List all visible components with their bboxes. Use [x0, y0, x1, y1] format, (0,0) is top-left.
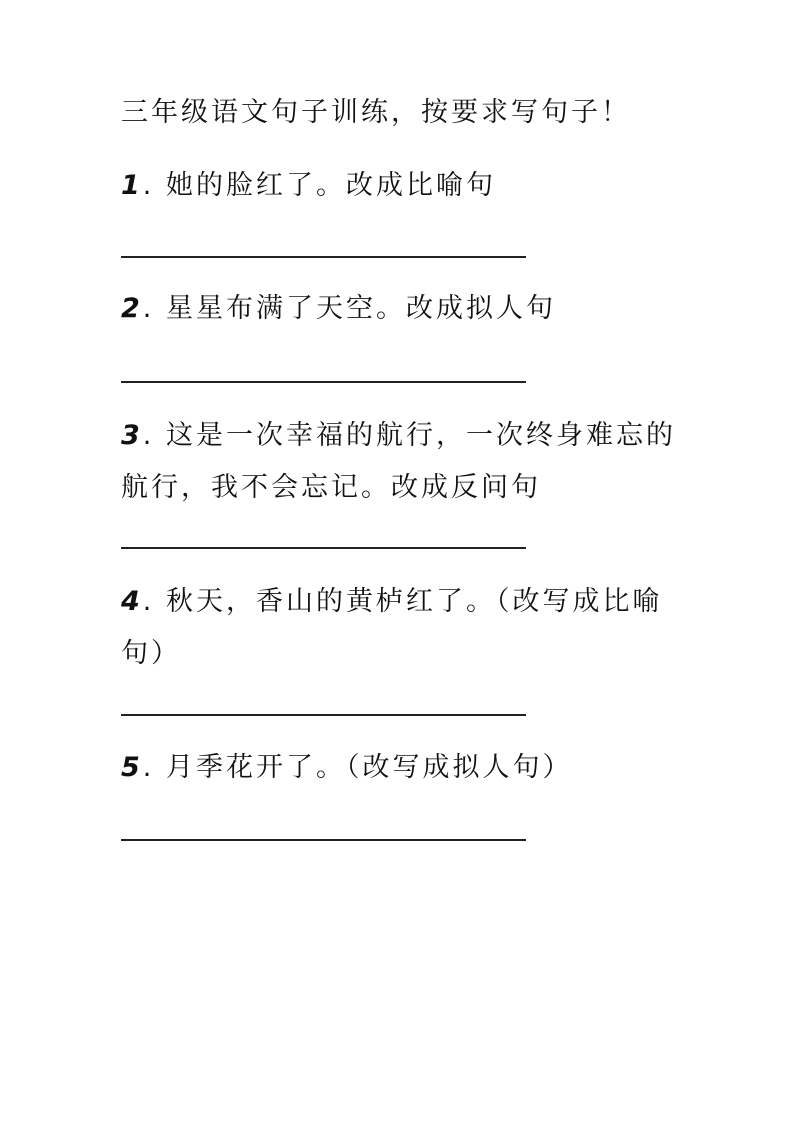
question-text: 月季花开了。（改写成拟人句） — [165, 752, 573, 783]
question-text: 她的脸红了。改成比喻句 — [165, 170, 496, 201]
question-separator: . — [142, 420, 155, 451]
question-separator: . — [142, 586, 155, 617]
question-5 — [121, 742, 681, 794]
answer-line-3[interactable] — [121, 547, 526, 549]
question-1 — [121, 160, 681, 212]
question-number: 4 — [121, 586, 143, 617]
question-number: 5 — [121, 752, 143, 783]
answer-line-2[interactable] — [121, 381, 526, 383]
question-number: 1 — [121, 170, 143, 201]
question-text: 星星布满了天空。改成拟人句 — [165, 293, 556, 324]
question-separator: . — [142, 170, 155, 201]
answer-line-5[interactable] — [121, 839, 526, 841]
question-separator: . — [142, 752, 155, 783]
question-text: 这是一次幸福的航行，一次终身难忘的航行，我不会忘记。改成反问句 — [121, 420, 676, 503]
answer-line-1[interactable] — [121, 256, 526, 258]
question-number: 2 — [121, 293, 143, 324]
question-3 — [121, 410, 681, 514]
worksheet-title: 三年级语文句子训练，按要求写句子！ — [121, 97, 631, 128]
question-number: 3 — [121, 420, 143, 451]
answer-line-4[interactable] — [121, 714, 526, 716]
question-2 — [121, 283, 681, 335]
question-separator: . — [142, 293, 155, 324]
question-text: 秋天，香山的黄栌红了。（改写成比喻句） — [121, 586, 663, 669]
question-4 — [121, 576, 681, 680]
